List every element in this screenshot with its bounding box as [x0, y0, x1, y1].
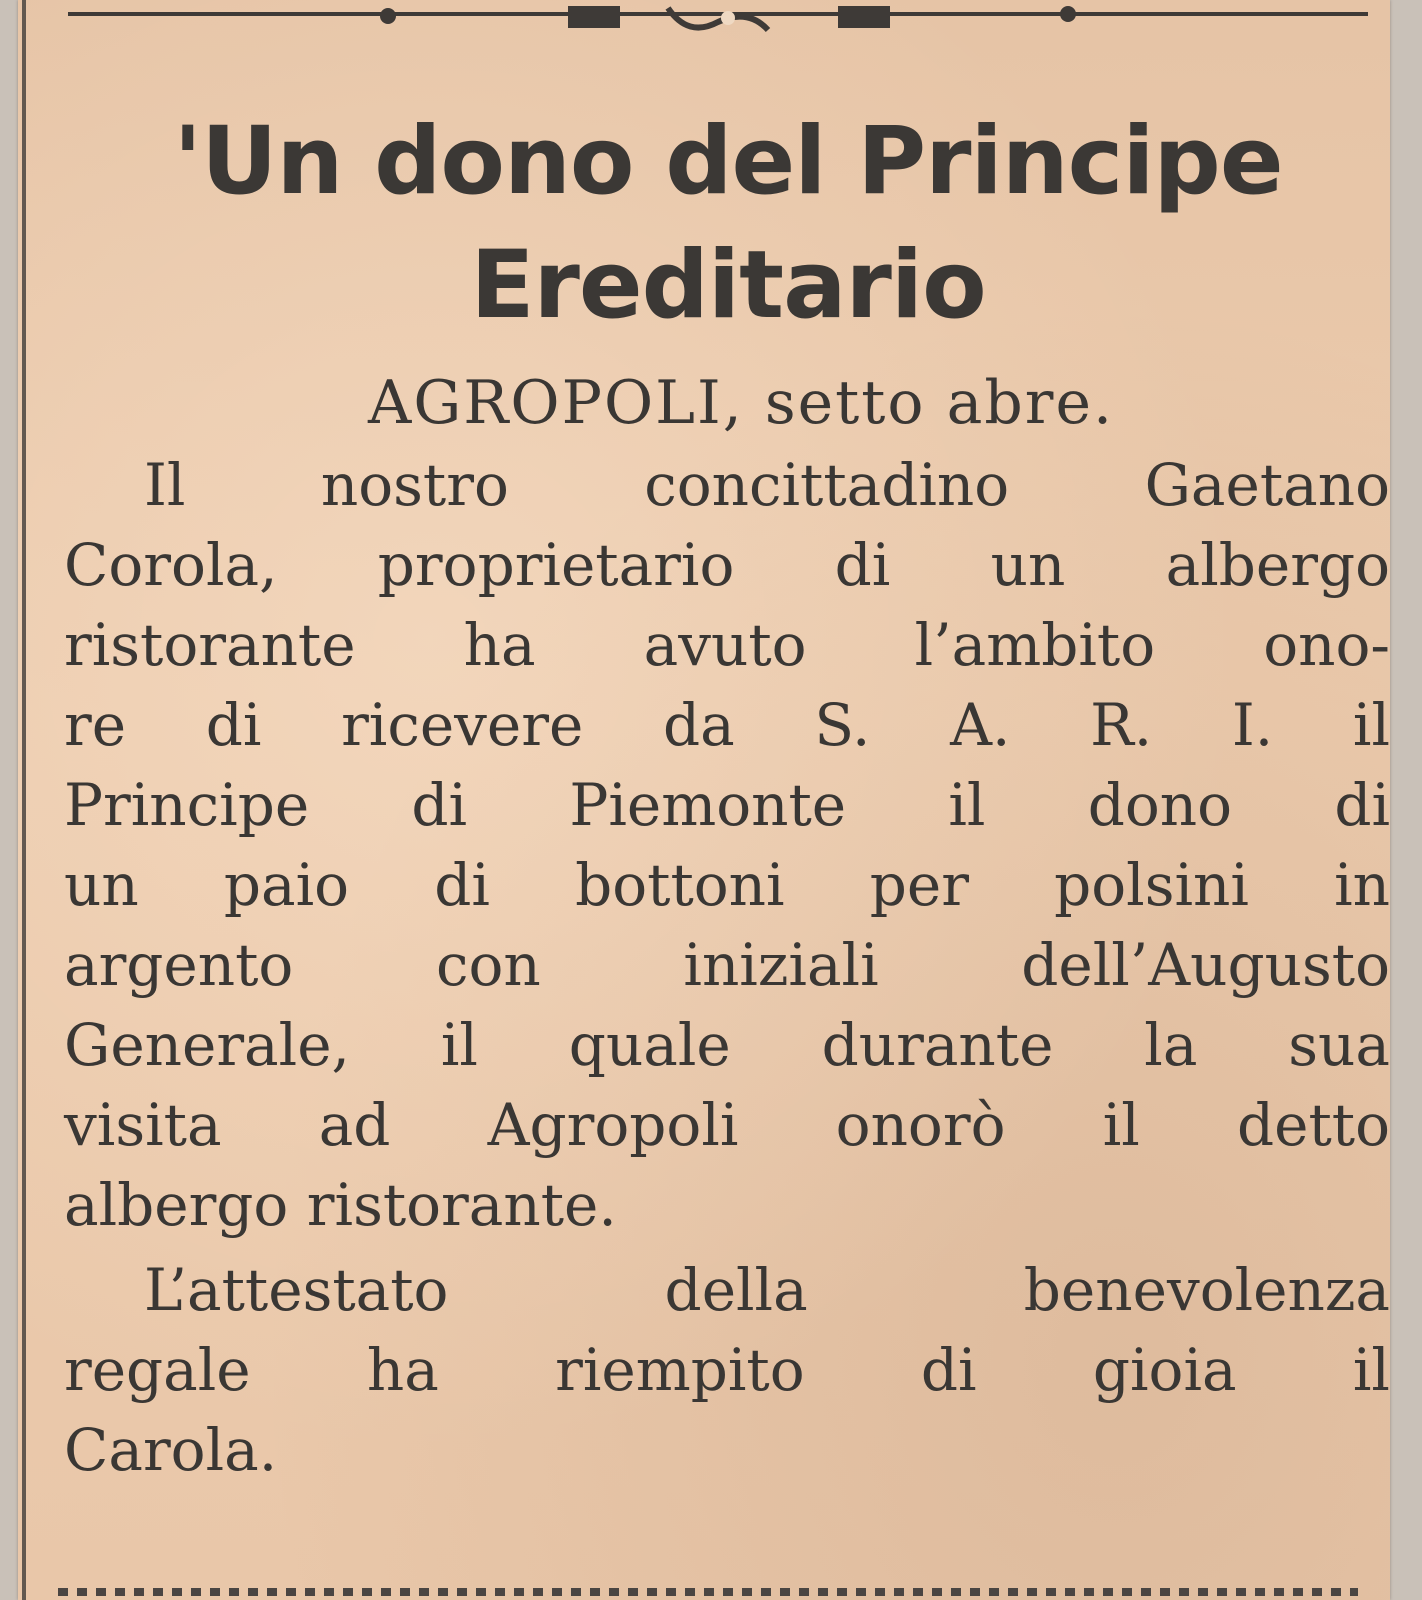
column-rule	[22, 0, 26, 1600]
dateline: AGROPOLI, setto abre.	[368, 368, 1115, 438]
body-line: visita ad Agropoli onorò il detto	[64, 1091, 1390, 1159]
body-line: argento con iniziali dell’Augusto	[64, 931, 1390, 999]
bottom-border-icon	[58, 1578, 1358, 1600]
body-line: albergo ristorante.	[64, 1171, 617, 1239]
body-line: Il nostro concittadino Gaetano	[144, 451, 1390, 519]
body-line: ristorante ha avuto l’ambito ono-	[64, 611, 1390, 679]
body-line: L’attestato della benevolenza	[144, 1256, 1390, 1324]
body-line: regale ha riempito di gioia il	[64, 1336, 1390, 1404]
body-line: re di ricevere da S. A. R. I. il	[64, 691, 1390, 759]
body-line: Generale, il quale durante la sua	[64, 1011, 1390, 1079]
body-line: Carola.	[64, 1416, 278, 1484]
newspaper-clipping	[18, 0, 1390, 1600]
body-line: Corola, proprietario di un albergo	[64, 531, 1390, 599]
body-line: un paio di bottoni per polsini in	[64, 851, 1390, 919]
headline: 'Un dono del Principe Ereditario	[173, 107, 1283, 340]
body-line: Principe di Piemonte il dono di	[64, 771, 1390, 839]
top-ornament-icon	[68, 0, 1368, 36]
